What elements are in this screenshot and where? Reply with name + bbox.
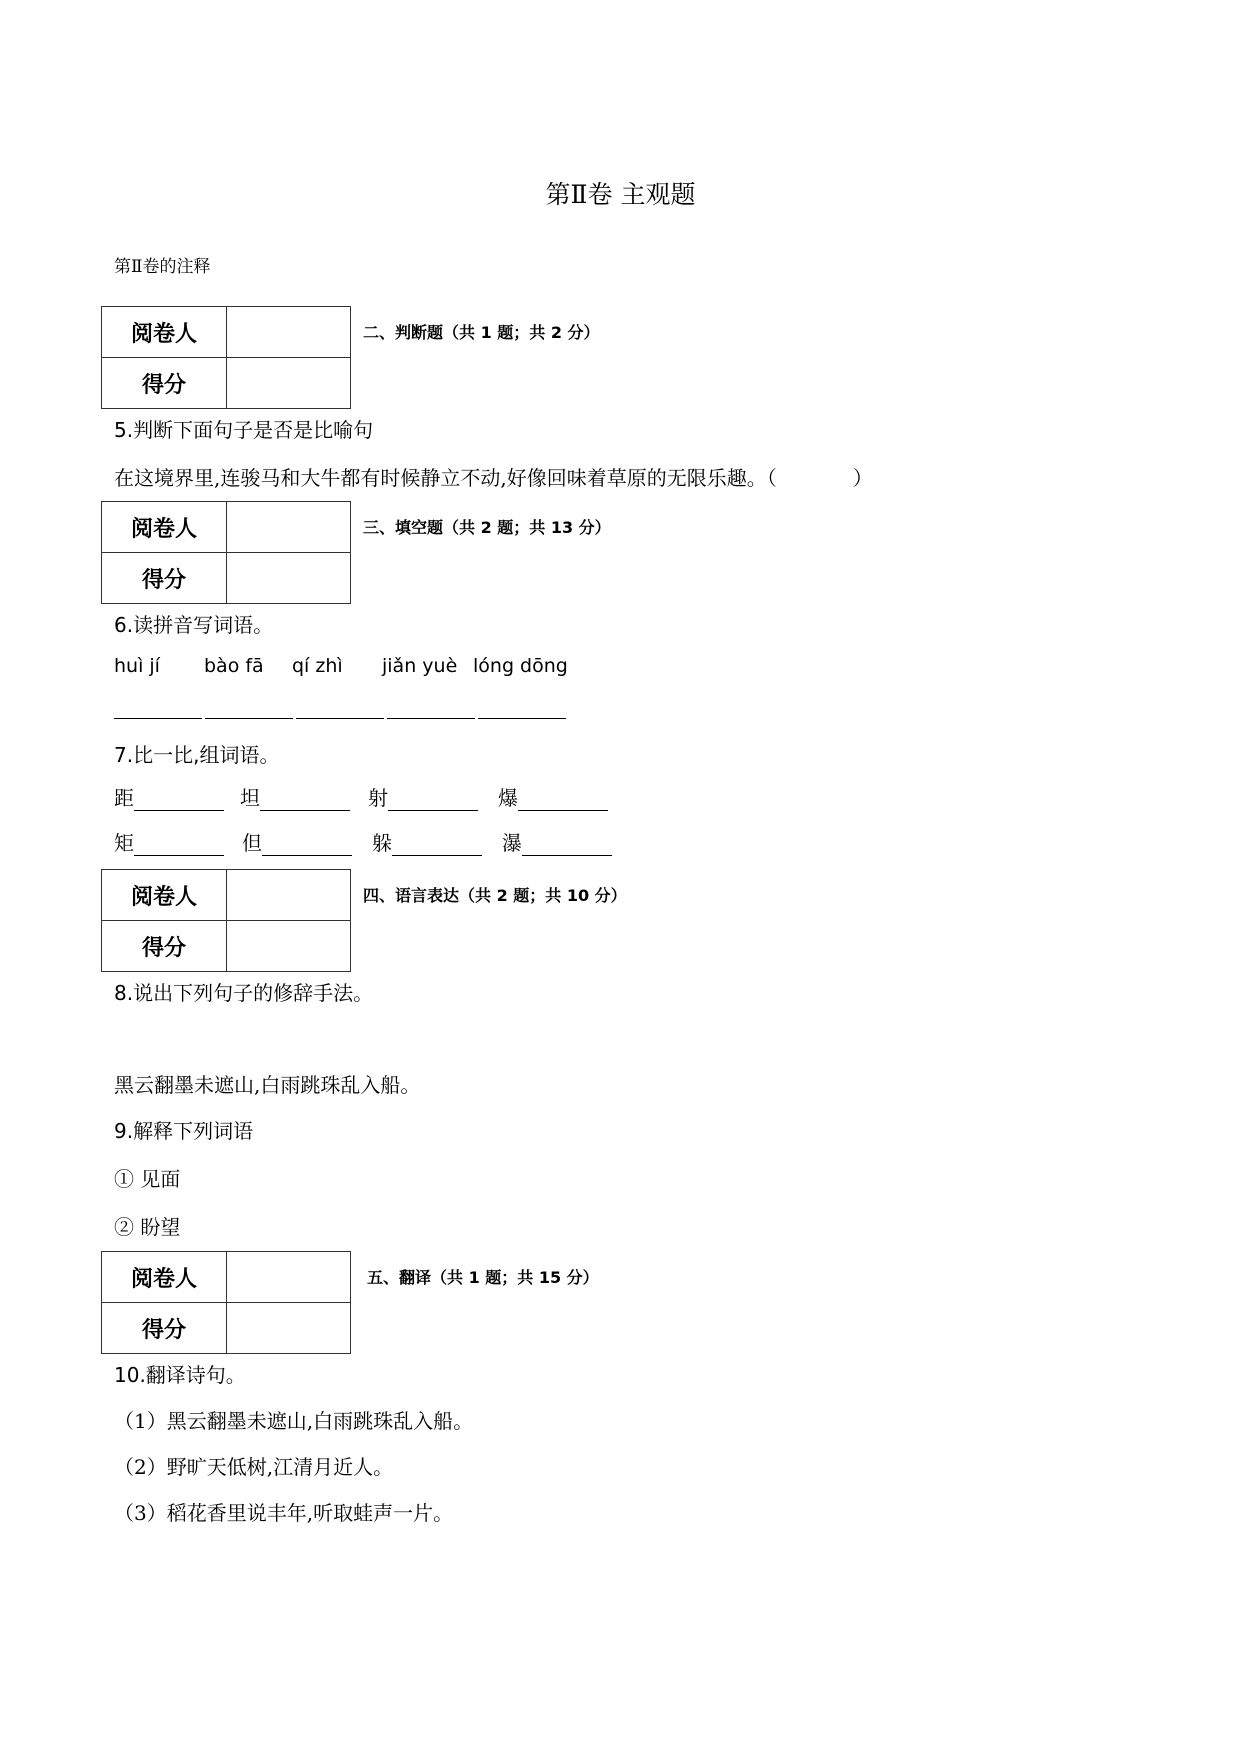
answer-blank[interactable] — [388, 790, 478, 811]
volume-note: 第Ⅱ卷的注释 — [114, 257, 211, 277]
answer-blank[interactable] — [478, 717, 566, 719]
score-box-section-5 — [101, 1251, 351, 1354]
reviewer-cell[interactable] — [227, 502, 351, 553]
answer-blank[interactable] — [205, 717, 293, 719]
char-group — [114, 827, 224, 856]
pinyin-3: qí zhì — [292, 655, 343, 677]
char: 爆 — [498, 786, 518, 810]
reviewer-label: 阅卷人 — [102, 870, 227, 921]
char-group — [502, 827, 612, 856]
char: 距 — [114, 786, 134, 810]
section-3-heading: 三、填空题（共 2 题；共 13 分） — [363, 518, 611, 537]
question-9-item-1: ① 见面 — [114, 1167, 181, 1191]
page-title: 第Ⅱ卷 主观题 — [545, 180, 696, 209]
pinyin-1: huì jí — [114, 655, 160, 677]
answer-blank[interactable] — [114, 717, 202, 719]
score-box-section-4 — [101, 869, 351, 972]
score-label: 得分 — [102, 921, 227, 972]
answer-blank[interactable] — [522, 835, 612, 856]
reviewer-cell[interactable] — [227, 307, 351, 358]
char-group — [498, 782, 608, 811]
answer-blank[interactable] — [262, 835, 352, 856]
reviewer-label: 阅卷人 — [102, 1252, 227, 1303]
answer-blank[interactable] — [134, 790, 224, 811]
question-10-item-2: （2）野旷天低树,江清月近人。 — [114, 1455, 394, 1479]
char-group — [372, 827, 482, 856]
question-10-title: 10.翻译诗句。 — [114, 1363, 246, 1387]
answer-blank[interactable] — [518, 790, 608, 811]
question-8-text: 黑云翻墨未遮山,白雨跳珠乱入船。 — [114, 1073, 421, 1097]
char: 瀑 — [502, 831, 522, 855]
char-group — [240, 782, 350, 811]
char-group — [368, 782, 478, 811]
question-10-item-1: （1）黑云翻墨未遮山,白雨跳珠乱入船。 — [114, 1409, 474, 1433]
answer-blank[interactable] — [134, 835, 224, 856]
question-10-item-3: （3）稻花香里说丰年,听取蛙声一片。 — [114, 1501, 454, 1525]
score-box-section-2 — [101, 306, 351, 409]
section-4-heading: 四、语言表达（共 2 题；共 10 分） — [363, 886, 627, 905]
question-6-title: 6.读拼音写词语。 — [114, 613, 274, 637]
char: 矩 — [114, 831, 134, 855]
pinyin-5: lóng dōng — [473, 655, 568, 677]
char-group — [114, 782, 224, 811]
question-7-title: 7.比一比,组词语。 — [114, 743, 280, 767]
score-label: 得分 — [102, 553, 227, 604]
char: 射 — [368, 786, 388, 810]
question-6-answer-lines — [114, 700, 569, 719]
score-cell[interactable] — [227, 553, 351, 604]
question-9-item-2: ② 盼望 — [114, 1215, 181, 1239]
score-label: 得分 — [102, 1303, 227, 1354]
score-box-section-3 — [101, 501, 351, 604]
answer-blank[interactable] — [296, 717, 384, 719]
score-label: 得分 — [102, 358, 227, 409]
answer-blank[interactable] — [392, 835, 482, 856]
section-2-heading: 二、判断题（共 1 题；共 2 分） — [363, 323, 600, 342]
section-5-heading: 五、翻译（共 1 题；共 15 分） — [367, 1268, 599, 1287]
pinyin-4: jiǎn yuè — [382, 655, 458, 677]
char-group — [242, 827, 352, 856]
question-8-title: 8.说出下列句子的修辞手法。 — [114, 981, 374, 1005]
reviewer-label: 阅卷人 — [102, 307, 227, 358]
score-cell[interactable] — [227, 358, 351, 409]
char: 但 — [242, 831, 262, 855]
answer-blank[interactable] — [387, 717, 475, 719]
score-cell[interactable] — [227, 1303, 351, 1354]
question-5-title: 5.判断下面句子是否是比喻句 — [114, 418, 374, 442]
reviewer-cell[interactable] — [227, 1252, 351, 1303]
answer-blank[interactable] — [260, 790, 350, 811]
question-5-text — [114, 462, 873, 491]
question-5-sentence: 在这境界里,连骏马和大牛都有时候静立不动,好像回味着草原的无限乐趣。（ — [114, 466, 777, 490]
char: 躲 — [372, 831, 392, 855]
question-5-close: ） — [852, 466, 873, 490]
char: 坦 — [240, 786, 260, 810]
reviewer-label: 阅卷人 — [102, 502, 227, 553]
reviewer-cell[interactable] — [227, 870, 351, 921]
score-cell[interactable] — [227, 921, 351, 972]
pinyin-2: bào fā — [204, 655, 264, 677]
question-9-title: 9.解释下列词语 — [114, 1119, 254, 1143]
